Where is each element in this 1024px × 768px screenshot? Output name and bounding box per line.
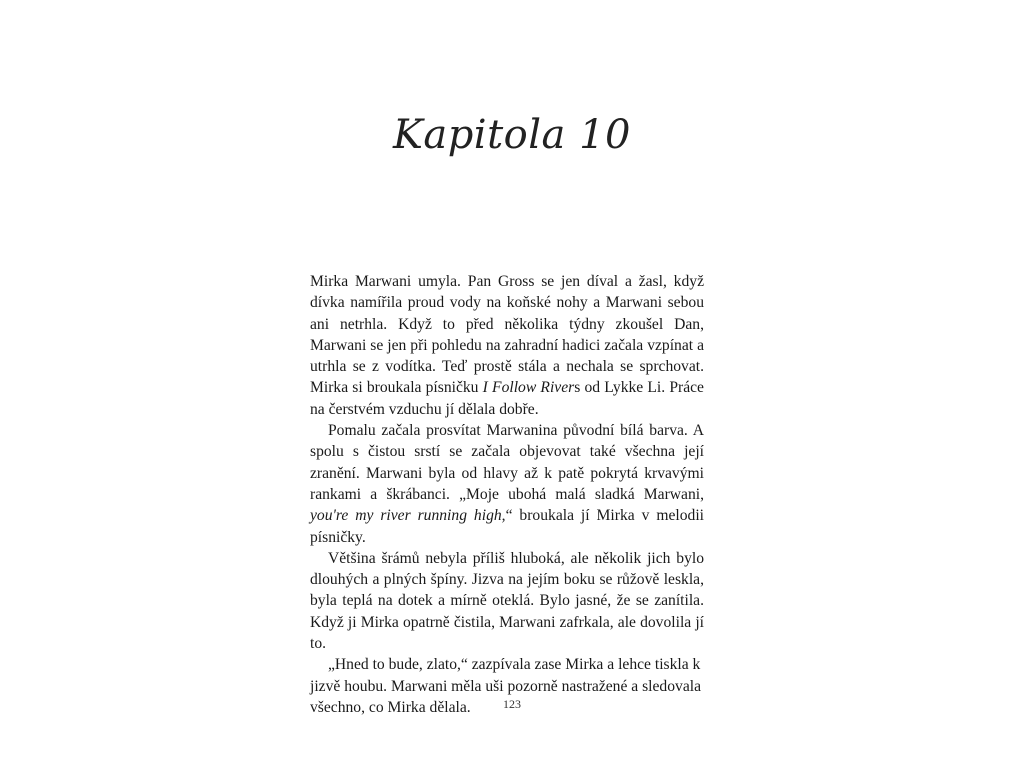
paragraph (310, 271, 704, 420)
page-number: 123 (503, 697, 521, 711)
chapter-body (310, 271, 704, 718)
paragraph (310, 420, 704, 548)
text-segment: „Hned to bude, zlato,“ zazpívala zase Mirka a lehce tiskla k jizvě houbu. Marwani měla uši pozorně nastražené a sledovala všechno, co Mirka dělala. (310, 656, 701, 716)
text-segment: s od Lykke Li. Práce na čerstvém vzduchu jí dělala dobře. (310, 379, 704, 418)
text-segment: Většina šrámů nebyla příliš hluboká, ale několik jich bylo dlouhých a plných špíny. Jizva na jejím boku se růžově leskla, byla teplá na dotek a mírně oteklá. Bylo jasné, že se zanítila. Když ji Mirka opatrně čistila, Marwani zafrkala, ale dovolila jí to. (310, 549, 704, 653)
text-segment: Mirka Marwani umyla. Pan Gross se jen díval a žasl, když dívka namířila proud vody na koňské nohy a Marwani sebou ani netrhla. Když to před několika týdny zkoušel Dan, Marwani se jen při pohledu na zahradní hadici začala vzpínat a utrhla se z vodítka. Teď prostě stála a nechala se sprchovat. Mirka si broukala písničku (310, 273, 704, 397)
text-segment: “ broukala jí Mirka v melodii písničky. (310, 507, 704, 546)
song-lyric: you're my river running high, (310, 507, 506, 525)
text-segment: Pomalu začala prosvítat Marwanina původní bílá barva. A spolu s čistou srstí se začala objevovat také všechna její zranění. Marwani byla od hlavy až k patě pokrytá krvavými rankami a škrábanci. „Moje ubohá malá sladká Marwani, (310, 422, 704, 503)
paragraph (310, 548, 704, 654)
chapter-title: Kapitola 10 (392, 112, 632, 158)
song-title: I Follow River (482, 379, 575, 397)
